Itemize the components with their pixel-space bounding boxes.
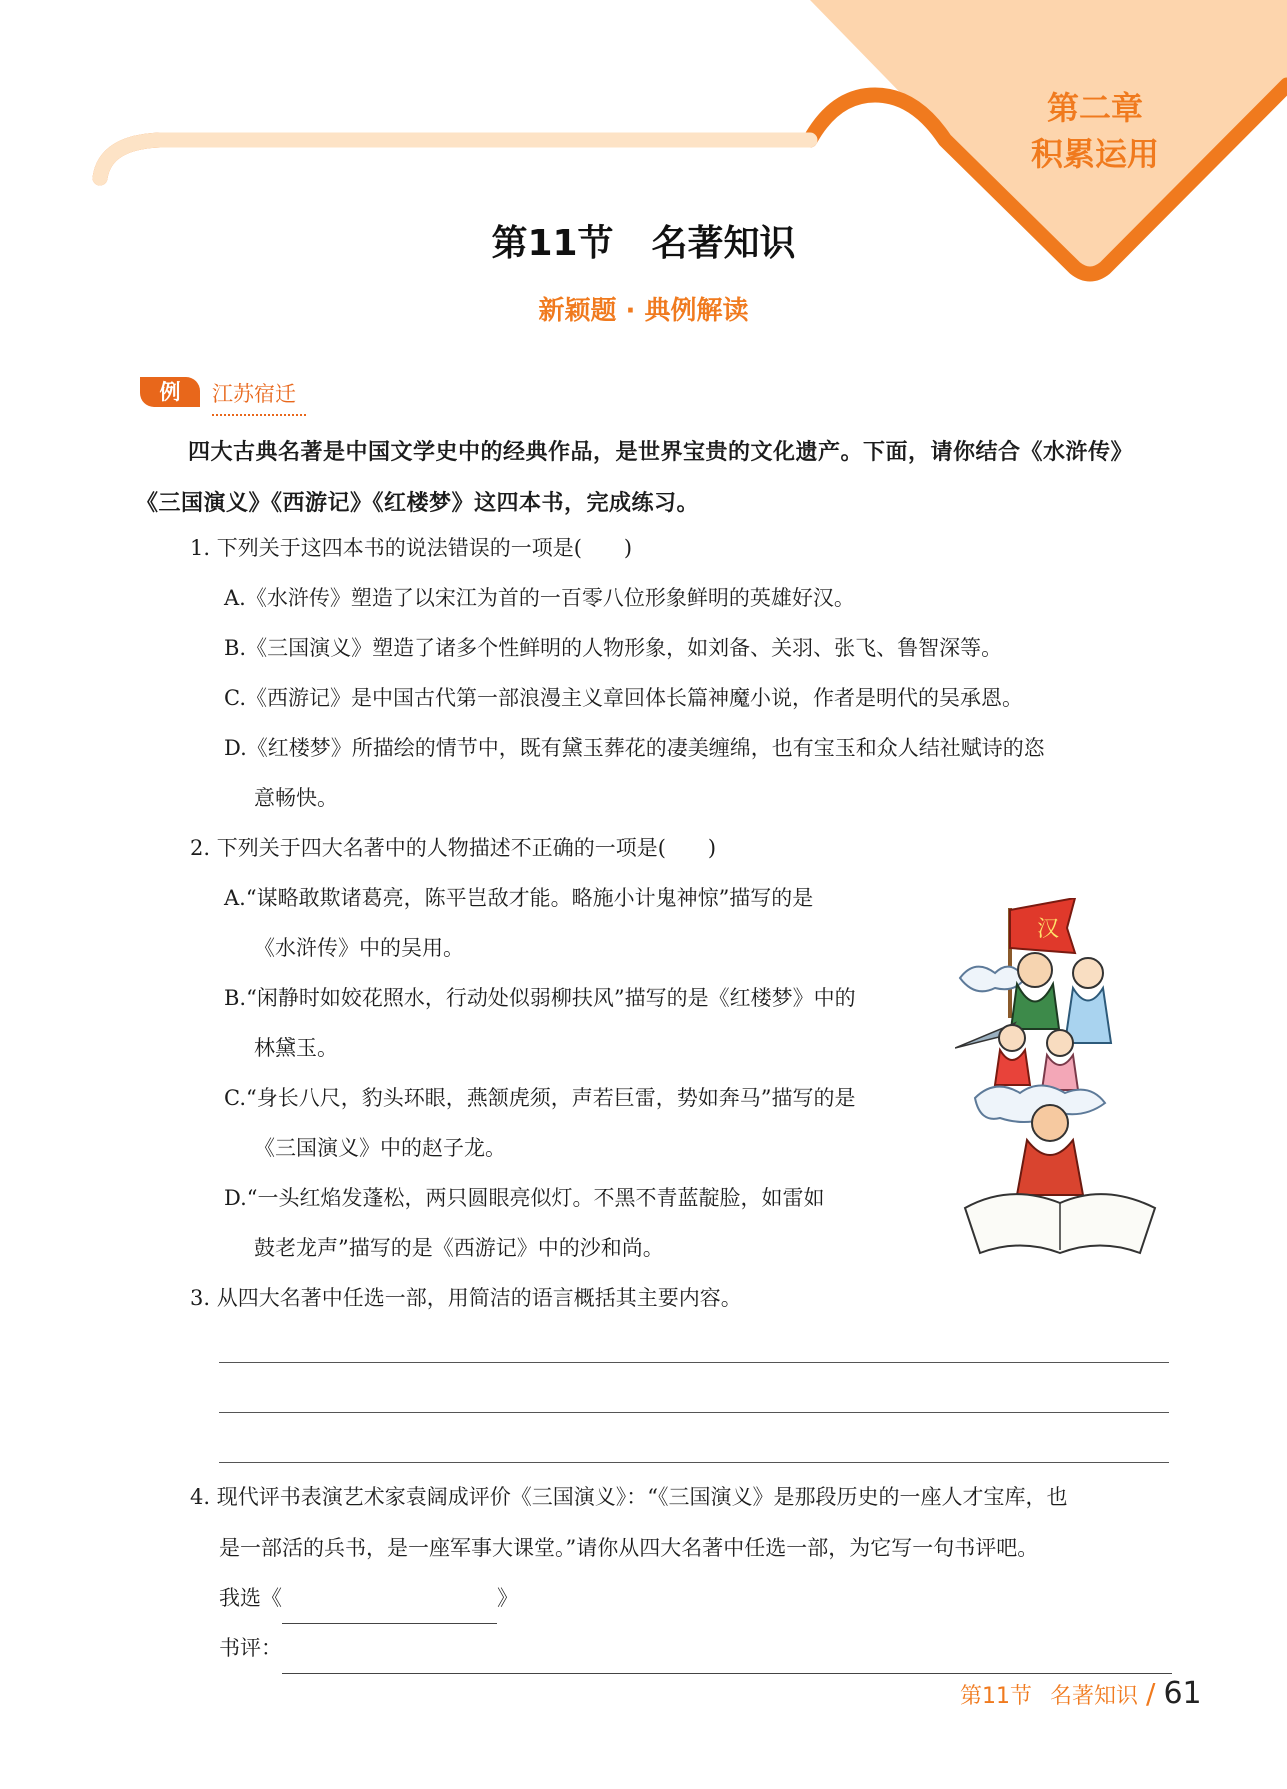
question-1-option-a: A.《水浒传》塑造了以宋江为首的一百零八位形象鲜明的英雄好汉。 (224, 586, 855, 610)
question-2-option-c-line1: C.“身长八尺，豹头环眼，燕颔虎须，声若巨雷，势如奔马”描写的是 (224, 1086, 856, 1110)
footer-section-title: 名著知识 (1050, 1684, 1139, 1709)
cloud-icon (960, 967, 1025, 992)
review-row (219, 1623, 1172, 1674)
choose-suffix: 》 (497, 1586, 518, 1610)
answer-line-1[interactable] (219, 1362, 1169, 1363)
question-2-option-c-line2: 《三国演义》中的赵子龙。 (254, 1136, 506, 1160)
girl-head-icon (999, 1025, 1025, 1051)
pink-dress-lady-icon (1042, 1055, 1078, 1090)
question-1-option-d-line2: 意畅快。 (254, 786, 338, 810)
green-robed-general-icon (1011, 984, 1059, 1029)
section-title (0, 215, 1287, 266)
question-2-option-b-line1: B.“闲静时如姣花照水，行动处似弱柳扶风”描写的是《红楼梦》中的 (224, 986, 856, 1010)
question-2-option-a-line1: A.“谋略敢欺诸葛亮，陈平岂敌才能。略施小计鬼神惊”描写的是 (224, 886, 814, 910)
question-1-stem: 1. 下列关于这四本书的说法错误的一项是( ) (190, 536, 633, 560)
chapter-title: 积累运用 (1030, 135, 1159, 173)
page-footer (960, 1676, 1202, 1711)
example-source: 江苏宿迁 (212, 378, 306, 416)
page-number: 61 (1163, 1676, 1202, 1711)
scholar-head-icon (1073, 958, 1103, 988)
header-rule (100, 140, 810, 178)
review-blank[interactable] (282, 1637, 1172, 1674)
example-badge: 例 (140, 377, 200, 407)
question-1-option-b: B.《三国演义》塑造了诸多个性鲜明的人物形象，如刘备、关羽、张飞、鲁智深等。 (224, 636, 1003, 660)
book-choice-blank[interactable] (282, 1587, 497, 1624)
section-name: 名著知识 (651, 223, 796, 264)
question-2-stem: 2. 下列关于四大名著中的人物描述不正确的一项是( ) (190, 836, 717, 860)
red-robed-figure-icon (1017, 1140, 1083, 1195)
choose-prefix: 我选《 (219, 1586, 282, 1610)
question-1-option-c: C.《西游记》是中国古代第一部浪漫主义章回体长篇神魔小说，作者是明代的吴承恩。 (224, 686, 1023, 710)
lady-head-icon (1047, 1030, 1073, 1056)
book-choice-row (219, 1573, 518, 1624)
chapter-label: 第二章 (1046, 89, 1143, 127)
review-label: 书评： (219, 1636, 282, 1660)
answer-line-2[interactable] (219, 1412, 1169, 1413)
footer-section-number: 第11节 (960, 1684, 1032, 1709)
chapter-tag (1005, 85, 1185, 177)
section-subtitle: 新颖题 · 典例解读 (538, 296, 749, 326)
question-2-option-d-line1: D.“一头红焰发蓬松，两只圆眼亮似灯。不黑不青蓝靛脸，如雷如 (224, 1186, 825, 1210)
answer-line-3[interactable] (219, 1462, 1169, 1463)
section-number: 第11节 (491, 223, 614, 264)
question-2-option-b-line2: 林黛玉。 (254, 1036, 338, 1060)
question-4-line1: 4. 现代评书表演艺术家袁阔成评价《三国演义》：“《三国演义》是那段历史的一座人才宝库，也 (190, 1485, 1068, 1509)
question-1-option-d-line1: D.《红楼梦》所描绘的情节中，既有黛玉葬花的凄美缠绵，也有宝玉和众人结社赋诗的恣 (224, 736, 1045, 760)
flag-character: 汉 (1037, 917, 1060, 942)
monk-head-icon (1032, 1105, 1068, 1141)
red-dress-girl-icon (995, 1050, 1030, 1085)
footer-separator: / (1146, 1677, 1156, 1710)
intro-paragraph: 四大古典名著是中国文学史中的经典作品，是世界宝贵的文化遗产。下面，请你结合《水浒传》《三国演义》《西游记》《红楼梦》这四本书，完成练习。 (136, 440, 1134, 516)
blue-robed-scholar-icon (1065, 988, 1111, 1043)
classic-novels-illustration (955, 898, 1160, 1258)
question-2-option-a-line2: 《水浒传》中的吴用。 (254, 936, 464, 960)
question-2-option-d-line2: 鼓老龙声”描写的是《西游记》中的沙和尚。 (254, 1236, 664, 1260)
character-head-icon (1018, 953, 1052, 987)
question-4-line2: 是一部活的兵书，是一座军事大课堂。”请你从四大名著中任选一部，为它写一句书评吧。 (219, 1536, 1039, 1560)
question-3-stem: 3. 从四大名著中任选一部，用简洁的语言概括其主要内容。 (190, 1286, 742, 1310)
